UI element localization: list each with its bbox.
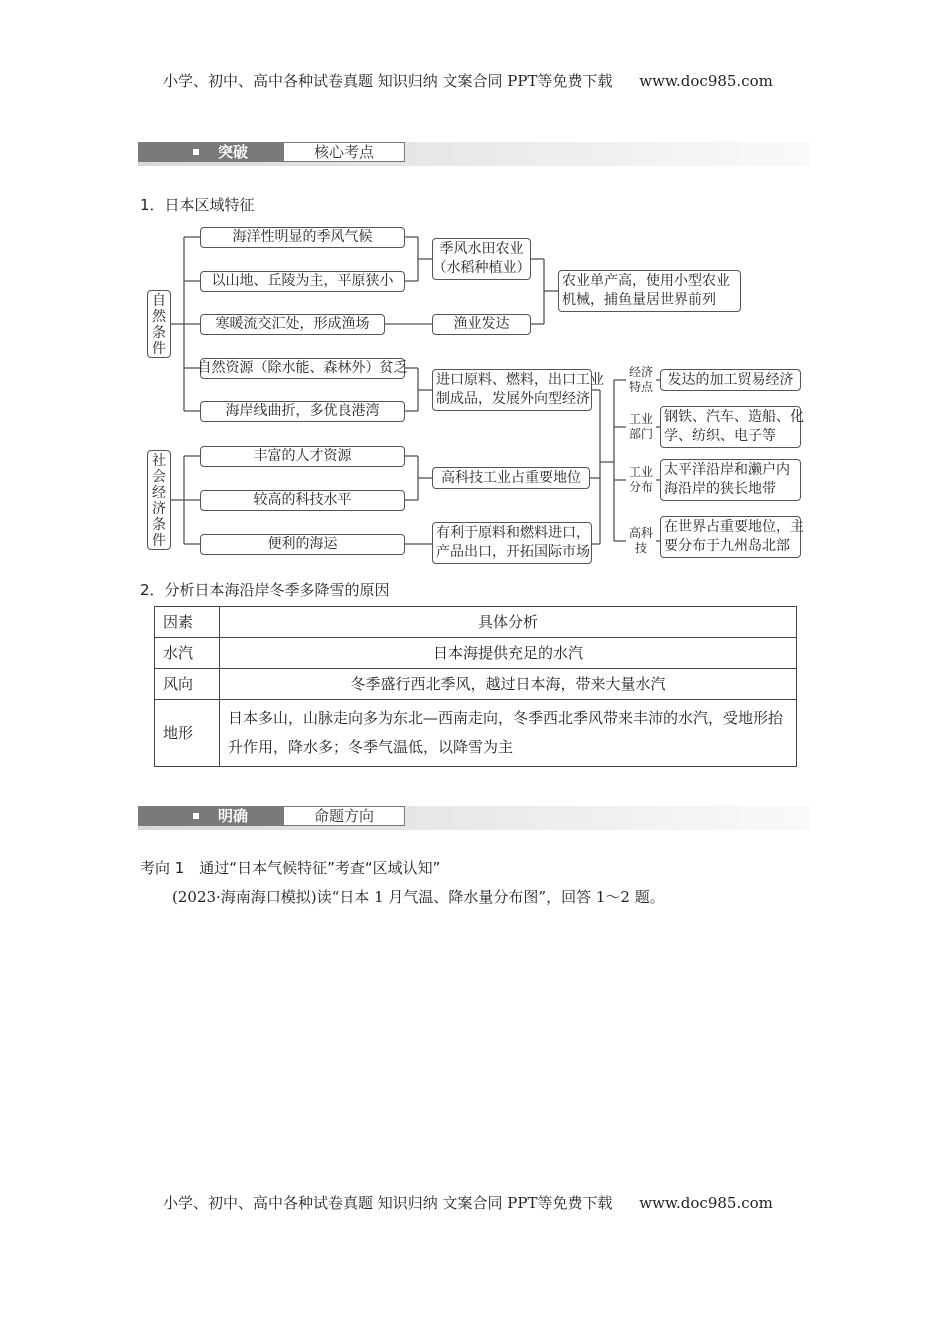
header-url[interactable]: www.doc985.com xyxy=(639,72,773,90)
label-economic-feature: 经济 特点 xyxy=(628,365,653,394)
social-item-tech: 较高的科技水平 xyxy=(200,490,405,511)
table-header-row xyxy=(155,607,797,638)
section-banner-direction: 明确 命题方向 xyxy=(138,806,810,830)
table-row: 风向 冬季盛行西北季风，越过日本海，带来大量水汽 xyxy=(155,669,797,700)
table-header-analysis: 具体分析 xyxy=(220,607,797,638)
snowfall-reason-table xyxy=(154,606,797,767)
right-box-sectors: 钢铁、汽车、造船、化 学、纺织、电子等 xyxy=(660,406,801,448)
right-box-hitech: 在世界占重要地位，主 要分布于九州岛北部 xyxy=(660,516,801,558)
right-box-economy: 发达的加工贸易经济 xyxy=(660,369,801,391)
square-bullet-icon xyxy=(193,813,199,819)
natural-item-fishery: 寒暖流交汇处，形成渔场 xyxy=(200,314,385,335)
table-header-factor: 因素 xyxy=(155,607,220,638)
social-item-shipping: 便利的海运 xyxy=(200,534,405,555)
natural-item-resources: 自然资源（除水能、森林外）贫乏 xyxy=(200,358,405,379)
right-box-distribution: 太平洋沿岸和濑户内 海沿岸的狭长地带 xyxy=(660,459,801,501)
mid-monsoon-rice: 季风水田农业 （水稻种植业） xyxy=(432,238,531,280)
label-industry-distribution: 工业 分布 xyxy=(628,465,653,494)
kaoxiang-title: 考向 1 通过“日本气候特征”考查“区域认知” xyxy=(140,859,441,877)
natural-item-coastline: 海岸线曲折，多优良港湾 xyxy=(200,401,405,422)
section2-title: 2．分析日本海沿岸冬季多降雪的原因 xyxy=(140,581,390,599)
label-hitech: 高科 技 xyxy=(628,526,653,555)
question-intro: (2023·海南海口模拟)读“日本 1 月气温、降水量分布图”，回答 1～2 题。 xyxy=(172,888,665,906)
diagram-connectors xyxy=(0,0,950,600)
social-item-talent: 丰富的人才资源 xyxy=(200,446,405,467)
natural-item-terrain: 以山地、丘陵为主，平原狭小 xyxy=(200,271,405,292)
table-row: 水汽 日本海提供充足的水汽 xyxy=(155,638,797,669)
agri-result: 农业单产高，使用小型农业 机械，捕鱼量居世界前列 xyxy=(558,270,741,312)
natural-item-climate: 海洋性明显的季风气候 xyxy=(200,227,405,248)
group-natural-conditions: 自然条件 xyxy=(147,290,171,358)
mid-fishery: 渔业发达 xyxy=(432,314,531,335)
mid-trade-economy: 进口原料、燃料，出口工业 制成品，发展外向型经济 xyxy=(432,369,592,411)
page-header: 小学、初中、高中各种试卷真题 知识归纳 文案合同 PPT等免费下载 www.doc985.com xyxy=(163,72,773,90)
section-banner-breakthrough: 突破 核心考点 xyxy=(138,142,810,166)
page-footer: 小学、初中、高中各种试卷真题 知识归纳 文案合同 PPT等免费下载 www.doc985.com xyxy=(163,1194,773,1212)
footer-url[interactable]: www.doc985.com xyxy=(639,1194,773,1212)
section1-title: 1．日本区域特征 xyxy=(140,196,255,214)
mid-port-advantage: 有利于原料和燃料进口， 产品出口，开拓国际市场 xyxy=(432,522,592,564)
group-social-conditions: 社会经济条件 xyxy=(147,450,171,550)
table-row: 地形 日本多山，山脉走向多为东北—西南走向，冬季西北季风带来丰沛的水汽，受地形抬升作用，降水多；冬季气温低，以降雪为主 xyxy=(155,700,797,767)
mid-hitech-industry: 高科技工业占重要地位 xyxy=(432,467,590,489)
label-industry-sector: 工业 部门 xyxy=(628,412,653,441)
